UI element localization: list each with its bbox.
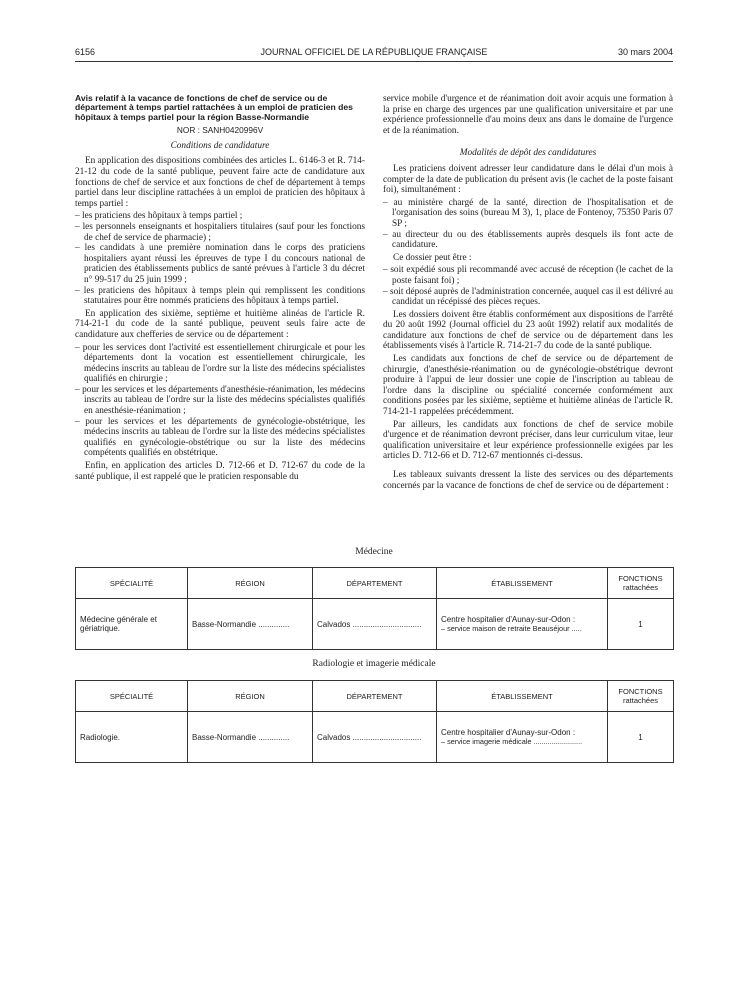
cell-specialite: Radiologie. [76,712,188,763]
paragraph: Par ailleurs, les candidats aux fonctions de chef de service mobile d'urgence et de réanimation devront préciser, dans leur curriculum vitae, leur qualification universitaire et leur expérience professionnelle exigées par les articles D. 712-66 et D. 712-67 mentionnés ci-dessus. [383,419,673,462]
etablissement-service: – service imagerie médicale ........................ [441,737,583,746]
cell-specialite: Médecine générale et gériatrique. [76,599,188,650]
paragraph: Les dossiers doivent être établis conformément aux dispositions de l'arrêté du 20 août 1992 (Journal officiel du 23 août 1992) relatif aux modalités de candidature aux fonctions de chef de service ou de département dans les établissements visés à l'article R. 714-21-7 du code de la santé publique. [383,309,673,352]
issue-date: 30 mars 2004 [617,47,673,57]
section-subtitle: Conditions de candidature [170,140,270,151]
paragraph: Les candidats aux fonctions de chef de service ou de département de chirurgie, d'anesthésie-réanimation ou de gynécologie-obstétrique devront produire à l'appui de leur dossier une copie de l'inscription au tableau de l'ordre dans la discipline ou spécialité concernée conformément aux conditions posées par les sixième, septième et huitième alinéas de l'article R. 714-21-1 rappelées précédemment. [383,354,673,418]
paragraph: En application des sixième, septième et huitième alinéas de l'article R. 714-21-1 du code de la santé publique, peuvent seuls faire acte de candidature aux chefferies de service ou de département : [75,308,365,340]
column-header: SPÉCIALITÉ [76,568,188,599]
list-item: – les praticiens des hôpitaux à temps partiel ; [75,211,365,222]
paragraph: En application des dispositions combinées des articles L. 6146-3 et R. 714-21-12 du code de la santé publique, peuvent faire acte de candidature aux fonctions de chef de service et aux fonctions de chef de département à temps partiel dans leur discipline rattachées à un emploi de praticien des hôpitaux à temps partiel : [75,156,365,209]
nor-reference: NOR : SANH0420996V [176,125,264,136]
etablissement-service: – service maison de retraite Beauséjour ..... [441,624,582,633]
paragraph: Les tableaux suivants dressent la liste des services ou des départements concernés par la vacance de fonctions de chef de service ou de département : [383,470,673,491]
page-number: 6156 [75,47,96,57]
cell-departement: Calvados ............................... [313,712,437,763]
address-list [383,198,673,251]
cell-etablissement [437,599,608,650]
list-item: – les personnels enseignants et hospitaliers titulaires (sauf pour les fonctions de chef de service de pharmacie) ; [75,222,365,243]
cell-etablissement [437,712,608,763]
column-header: ÉTABLISSEMENT [437,568,608,599]
right-column [383,94,673,493]
table-row [76,599,674,650]
list-item: – pour les services et les départements d'anesthésie-réanimation, les médecins inscrits au tableau de l'ordre sur la liste des médecins spécialistes qualifiés en anesthésie-réanimation ; [75,385,365,417]
etablissement-name: Centre hospitalier d'Aunay-sur-Odon : [441,728,576,737]
journal-title: JOURNAL OFFICIEL DE LA RÉPUBLIQUE FRANÇAISE [260,47,488,57]
table-row [76,712,674,763]
table-header-row [76,681,674,712]
table-caption: Radiologie et imagerie médicale [312,659,436,669]
list-item: – au directeur du ou des établissements auprès desquels ils font acte de candidature. [383,230,673,251]
list-item: – soit expédié sous pli recommandé avec accusé de réception (le cachet de la poste faisant foi) ; [383,265,673,286]
header-rule [75,61,673,62]
cell-fonctions: 1 [608,599,674,650]
column-header: DÉPARTEMENT [313,681,437,712]
table-header-row [76,568,674,599]
column-header: DÉPARTEMENT [313,568,437,599]
cell-departement: Calvados ............................... [313,599,437,650]
etablissement-name: Centre hospitalier d'Aunay-sur-Odon : [441,615,576,624]
vacancy-table-radiologie [75,680,674,763]
list-item: – les praticiens des hôpitaux à temps plein qui remplissent les conditions statutaires pour être nommés praticiens des hôpitaux à temps partiel. [75,286,365,307]
table-caption: Médecine [355,547,393,557]
column-header: FONCTIONS rattachées [608,568,674,599]
column-header: FONCTIONS rattachées [608,681,674,712]
list-item: – pour les services et les départements de gynécologie-obstétrique, les médecins inscrits au tableau de l'ordre sur la liste des médecins spécialistes qualifiés en gynécologie-obstétrique ou sur la liste des médecins compétents qualifiés en obstétrique. [75,417,365,459]
cell-fonctions: 1 [608,712,674,763]
column-header: SPÉCIALITÉ [76,681,188,712]
paragraph: service mobile d'urgence et de réanimation doit avoir acquis une formation à la prise en charge des urgences par une qualification universitaire et par une expérience professionnelle d'au moins deux ans dans le domaine de l'urgence et de la réanimation. [383,94,673,136]
column-header: RÉGION [188,568,313,599]
list-item: – soit déposé auprès de l'administration concernée, auquel cas il est délivré au candidat un récépissé des pièces reçues. [383,287,673,308]
specialty-list [75,343,365,460]
list-item: – les candidats à une première nomination dans le corps des praticiens hospitaliers ayant réussi les épreuves de type I du concours national de praticien des établissements publics de santé prévues à l'article 3 du décret n° 99-517 du 25 juin 1999 ; [75,243,365,285]
paragraph: Enfin, en application des articles D. 712-66 et D. 712-67 du code de la santé publique, il est rappelé que le praticien responsable du [75,461,365,482]
submission-list [383,265,673,307]
cell-region: Basse-Normandie .............. [188,712,313,763]
cell-region: Basse-Normandie .............. [188,599,313,650]
paragraph: Ce dossier peut être : [393,252,472,263]
section-subtitle: Modalités de dépôt des candidatures [459,148,597,159]
vacancy-table-medecine [75,567,674,650]
notice-title: Avis relatif à la vacance de fonctions de chef de service ou de département à temps partiel rattachées à un emploi de praticien des hôpitaux à temps partiel pour la région Basse-Normandie [75,93,353,122]
column-header: ÉTABLISSEMENT [437,681,608,712]
list-item: – au ministère chargé de la santé, direction de l'hospitalisation et de l'organisation des soins (bureau M 3), 1, place de Fontenoy, 75350 Paris 07 SP ; [383,198,673,230]
left-column [75,94,365,484]
eligibility-list [75,211,365,306]
column-header: RÉGION [188,681,313,712]
list-item: – pour les services dont l'activité est essentiellement chirurgicale et pour les départements dont la vocation est essentiellement chirurgicale, les médecins inscrits au tableau de l'ordre sur la liste des médecins spécialistes qualifiés en chirurgie ; [75,343,365,385]
paragraph: Les praticiens doivent adresser leur candidature dans le délai d'un mois à compter de la date de publication du présent avis (le cachet de la poste faisant foi), simultanément : [383,163,673,196]
